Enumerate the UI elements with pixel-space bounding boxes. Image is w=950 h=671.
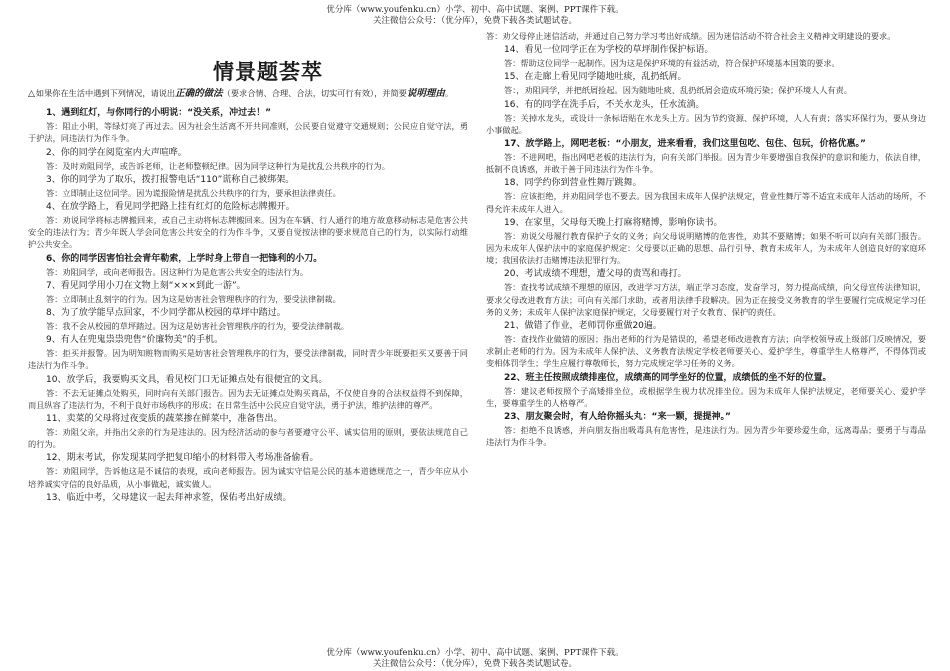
- intro-text-a: 如果你在生活中遇到下列情况，请说出: [35, 88, 176, 99]
- right-column: [486, 30, 926, 646]
- question-item: [486, 99, 926, 136]
- question-item: [28, 147, 468, 172]
- question-text: 23、朋友聚会时，有人给你摇头丸：“来一颗，提提神。”: [504, 412, 731, 423]
- question-item: [28, 413, 468, 450]
- answer-text: 答：劝父母停止迷信活动，并通过自己努力学习考出好成绩。因为迷信活动不符合社会主义精神文明建设的要求。: [486, 31, 896, 41]
- left-column: [28, 52, 468, 646]
- question-text: 21、做错了作业，老师罚你重做20遍。: [504, 321, 662, 332]
- question-item: [28, 174, 468, 199]
- triangle-icon: △: [28, 89, 35, 100]
- answer-text: 答：立即制止这位同学。因为谎报险情是扰乱公共秩序的行为，要承担法律责任。: [46, 187, 341, 198]
- answer-text: 答：我不会从校园的草坪踏过。因为这是妨害社会管理秩序的行为，要受法律制裁。: [46, 321, 349, 332]
- question-item: [486, 217, 926, 267]
- answer-text: 答：劝阻同学，或向老师报告。因这种行为是危害公共安全的违法行为。: [46, 266, 309, 277]
- footer-line-2: 关注微信公众号：（优分库），免费下载各类试题试卷。: [372, 659, 577, 669]
- page-header: [0, 5, 950, 27]
- question-text: 22、班主任按照成绩排座位，成绩高的同学坐好的位置，成绩低的坐不好的位置。: [504, 372, 832, 383]
- question-text: 2、你的同学在阅览室内大声喧哗。: [46, 147, 187, 158]
- answer-text: 答：劝说父母履行教育保护子女的义务；向父母说明赌博的危害性，劝其不要赌博；如果不听可以向有关部门报告。因为未成年人保护法中的家庭保护规定：父母要以正确的思想、品行引导、教育未成年人，为未成年人创造良好的家庭环境；我国依法打击赌博违法犯罪行为。: [486, 230, 926, 266]
- question-text: 11、卖菜的父母将过夜变质的蔬菜掺在鲜菜中，准备售出。: [46, 414, 283, 425]
- question-item: [28, 334, 468, 371]
- question-item: [28, 307, 468, 332]
- intro-text-b: （要求合情、合理、合法，切实可行有效），并简要: [222, 88, 407, 99]
- answer-text: 答：应该拒绝，并劝阻同学也不要去。因为我国未成年人保护法规定，营业性舞厅等不适宜未成年人活动的场所，不得允许未成年人进入。: [486, 191, 926, 214]
- question-text: 17、放学路上，网吧老板：“小朋友，进来看看，我们这里包吃、包住、包玩，价格优惠。”: [504, 139, 866, 150]
- footer-line-1: 优分库（www.youfenku.cn）小学、初中、高中试题、案例、PPT课件下载。: [326, 648, 624, 658]
- answer-text: 答：查找作业做错的原因；指出老师的行为是错误的，希望老师改进教育方法；向学校领导或上级部门反映情况，要求制止老师的行为。因为未成年人保护法、义务教育法规定学校老师要关心、爱护学生，尊重学生人格尊严，不得体罚或变相体罚学生；学生应履行尊敬师长，努力完成规定学习任务的义务。: [486, 334, 926, 369]
- answer-text: 答：不进网吧，指出网吧老板的违法行为，向有关部门举报。因为青少年要增强自我保护的意识和能力，依法自律，抵制不良诱惑，并敢于善于同违法行为作斗争。: [486, 152, 926, 175]
- question-item: [28, 107, 468, 144]
- question-item: [28, 374, 468, 411]
- question-text: 13、临近中考，父母建议一起去拜神求签，保佑考出好成绩。: [46, 492, 292, 503]
- question-text: 18、同学约你到营业性舞厅跳舞。: [504, 178, 642, 189]
- page-title: 情景题荟萃: [213, 60, 323, 84]
- page-footer: [0, 648, 950, 670]
- question-text: 6、你的同学因害怕社会青年勒索，上学时身上带自一把锋利的小刀。: [46, 253, 323, 264]
- question-item: [486, 71, 926, 96]
- question-text: 19、在家里，父母每天晚上打麻将赌博，影响你读书。: [504, 217, 723, 228]
- answer-text: 答：建议老师按照个子高矮排坐位，或根据学生视力状况排坐位。因为未成年人保护法规定，老师要关心、爱护学生，要尊重学生的人格尊严。: [486, 385, 926, 408]
- question-item: [486, 30, 926, 42]
- question-item: [28, 492, 468, 505]
- question-text: 1、遇到红灯，与你同行的小明说：“没关系，冲过去！”: [46, 108, 272, 119]
- intro-text-c: 。: [444, 88, 454, 99]
- question-list-left: [28, 107, 468, 505]
- answer-text: 答：劝阻同学，告诉他这是不诚信的表现，或向老师报告。因为诚实守信是公民的基本道德规范之一，青少年应从小培养诚实守信的良好品质，从小事做起，诚实做人。: [28, 466, 468, 489]
- question-text: 7、看见同学用小刀在文物上刻“×××到此一游”。: [46, 280, 246, 291]
- question-item: [28, 280, 468, 305]
- question-item: [486, 268, 926, 318]
- answer-text: 答：立即制止乱刻字的行为。因为这是妨害社会管理秩序的行为，要受法律制裁。: [46, 293, 341, 304]
- question-item: [486, 372, 926, 409]
- answer-text: 答：劝说同学将标志牌搬回来，或自己主动将标志牌搬回来。因为在车辆、行人通行的地方故意移动标志是危害公共安全的违法行为；青少年既人学会同危害公共安全的行为作斗争，又要自觉按法律的要求规范自己的行为，以实际行动维护公共安全。: [28, 215, 468, 250]
- answer-text: 答：阻止小明，等绿灯亮了再过去。因为社会生活离不开共同准则，公民要自觉遵守交通规则；公民应自觉守法，勇于护法，同违法行为作斗争。: [28, 121, 468, 144]
- question-text: 3、你的同学为了取乐，拨打报警电话“110”谎称自己被绑架。: [46, 174, 295, 185]
- answer-text: 答：不去无证摊点处购买，同时向有关部门报告。因为去无证摊点处购买商品，不仅使自身的合法权益得不到保障，而且纵容了违法行为，不利于良好市场秩序的形成；在日常生活中公民应自觉守法，勇于护法，维护法律的尊严。: [28, 387, 468, 410]
- question-text: 8、为了放学能早点回家，不少同学都从校园的草坪中踏过。: [46, 308, 286, 319]
- question-item: [486, 411, 926, 448]
- answer-text: 答：帮助这位同学一起制作。因为这是保护环境的有益活动，符合保护环境基本国策的要求。: [504, 58, 840, 69]
- intro-emphasis-1: 正确的做法: [175, 88, 223, 100]
- question-item: [486, 138, 926, 175]
- question-item: [28, 253, 468, 278]
- question-text: 9、有人在兜鬼祟祟兜售“价廉物美”的手机。: [46, 335, 224, 346]
- intro-emphasis-2: 说明理由: [406, 88, 445, 100]
- answer-text: 答：拒买并报警。因为明知赃物而购买是妨害社会管理秩序的行为，要受法律制裁，同时青少年既要拒买又要善于同违法行为作斗争。: [28, 348, 468, 371]
- header-line-1: 优分库（www.youfenku.cn）小学、初中、高中试题、案例、PPT课件下载。: [326, 5, 624, 15]
- question-text: 16、有的同学在洗手后，不关水龙头，任水流淌。: [504, 99, 705, 110]
- answer-text: 答：拒绝不良诱惑，并向朋友指出吸毒具有危害性，是违法行为。因为青少年要珍爱生命，远离毒品；要勇于与毒品违法行为作斗争。: [486, 425, 926, 448]
- question-text: 12、期末考试，你发现某同学把复印缩小的材料带入考场准备偷看。: [46, 453, 319, 464]
- question-text: 4、在放学路上，看见同学把路上挂有红灯的危险标志牌搬开。: [46, 202, 295, 213]
- question-text: 10、放学后，我要购买文具，看见校门口无证摊点处有很便宜的文具。: [46, 374, 328, 385]
- intro-paragraph: [28, 86, 468, 101]
- answer-text: 答：及时劝阻同学，或告诉老师，让老师整顿纪律。因为同学这种行为是扰乱公共秩序的行为。: [46, 160, 390, 171]
- answer-text: 答：查找考试成绩不理想的原因，改进学习方法，端正学习态度，发奋学习，努力提高成绩，向父母宣传法律知识，要求父母改进教育方法；可向有关部门求助，或者用法律手段解决。因为正在接受义务教育的学生要履行完成规定学习任务的义务；未成年人保护法家庭保护规定，父母要履行对子女教育、保护的责任。: [486, 282, 926, 317]
- question-text: 14、看见一位同学正在为学校的草坪制作保护标语。: [504, 45, 714, 56]
- header-line-2: 关注微信公众号：（优分库），免费下载各类试题试卷。: [372, 16, 577, 26]
- answer-text: 答：，劝阻同学，并把纸屑捡起。因为随地吐痰、乱扔纸屑会造成环境污染；保护环境人人有责。: [504, 85, 852, 96]
- answer-text: 答：关掉水龙头，或设计一条标语贴在水龙头上方。因为节约资源、保护环境，人人有责；落实环保行为，要从身边小事做起。: [486, 112, 926, 135]
- question-item: [486, 177, 926, 214]
- question-item: [486, 320, 926, 370]
- question-text: 20、考试成绩不理想，遭父母的责骂和毒打。: [504, 269, 687, 280]
- question-item: [28, 201, 468, 251]
- question-item: [28, 452, 468, 489]
- question-text: 15、在走廊上看见同学随地吐痰，乱扔纸屑。: [504, 72, 687, 83]
- answer-text: 答：劝阻父亲，并指出父亲的行为是违法的。因为经济活动的参与者要遵守公平、诚实信用的原则，要依法规范自己的行为。: [28, 427, 468, 450]
- question-list-right: [486, 30, 926, 448]
- question-item: [486, 44, 926, 69]
